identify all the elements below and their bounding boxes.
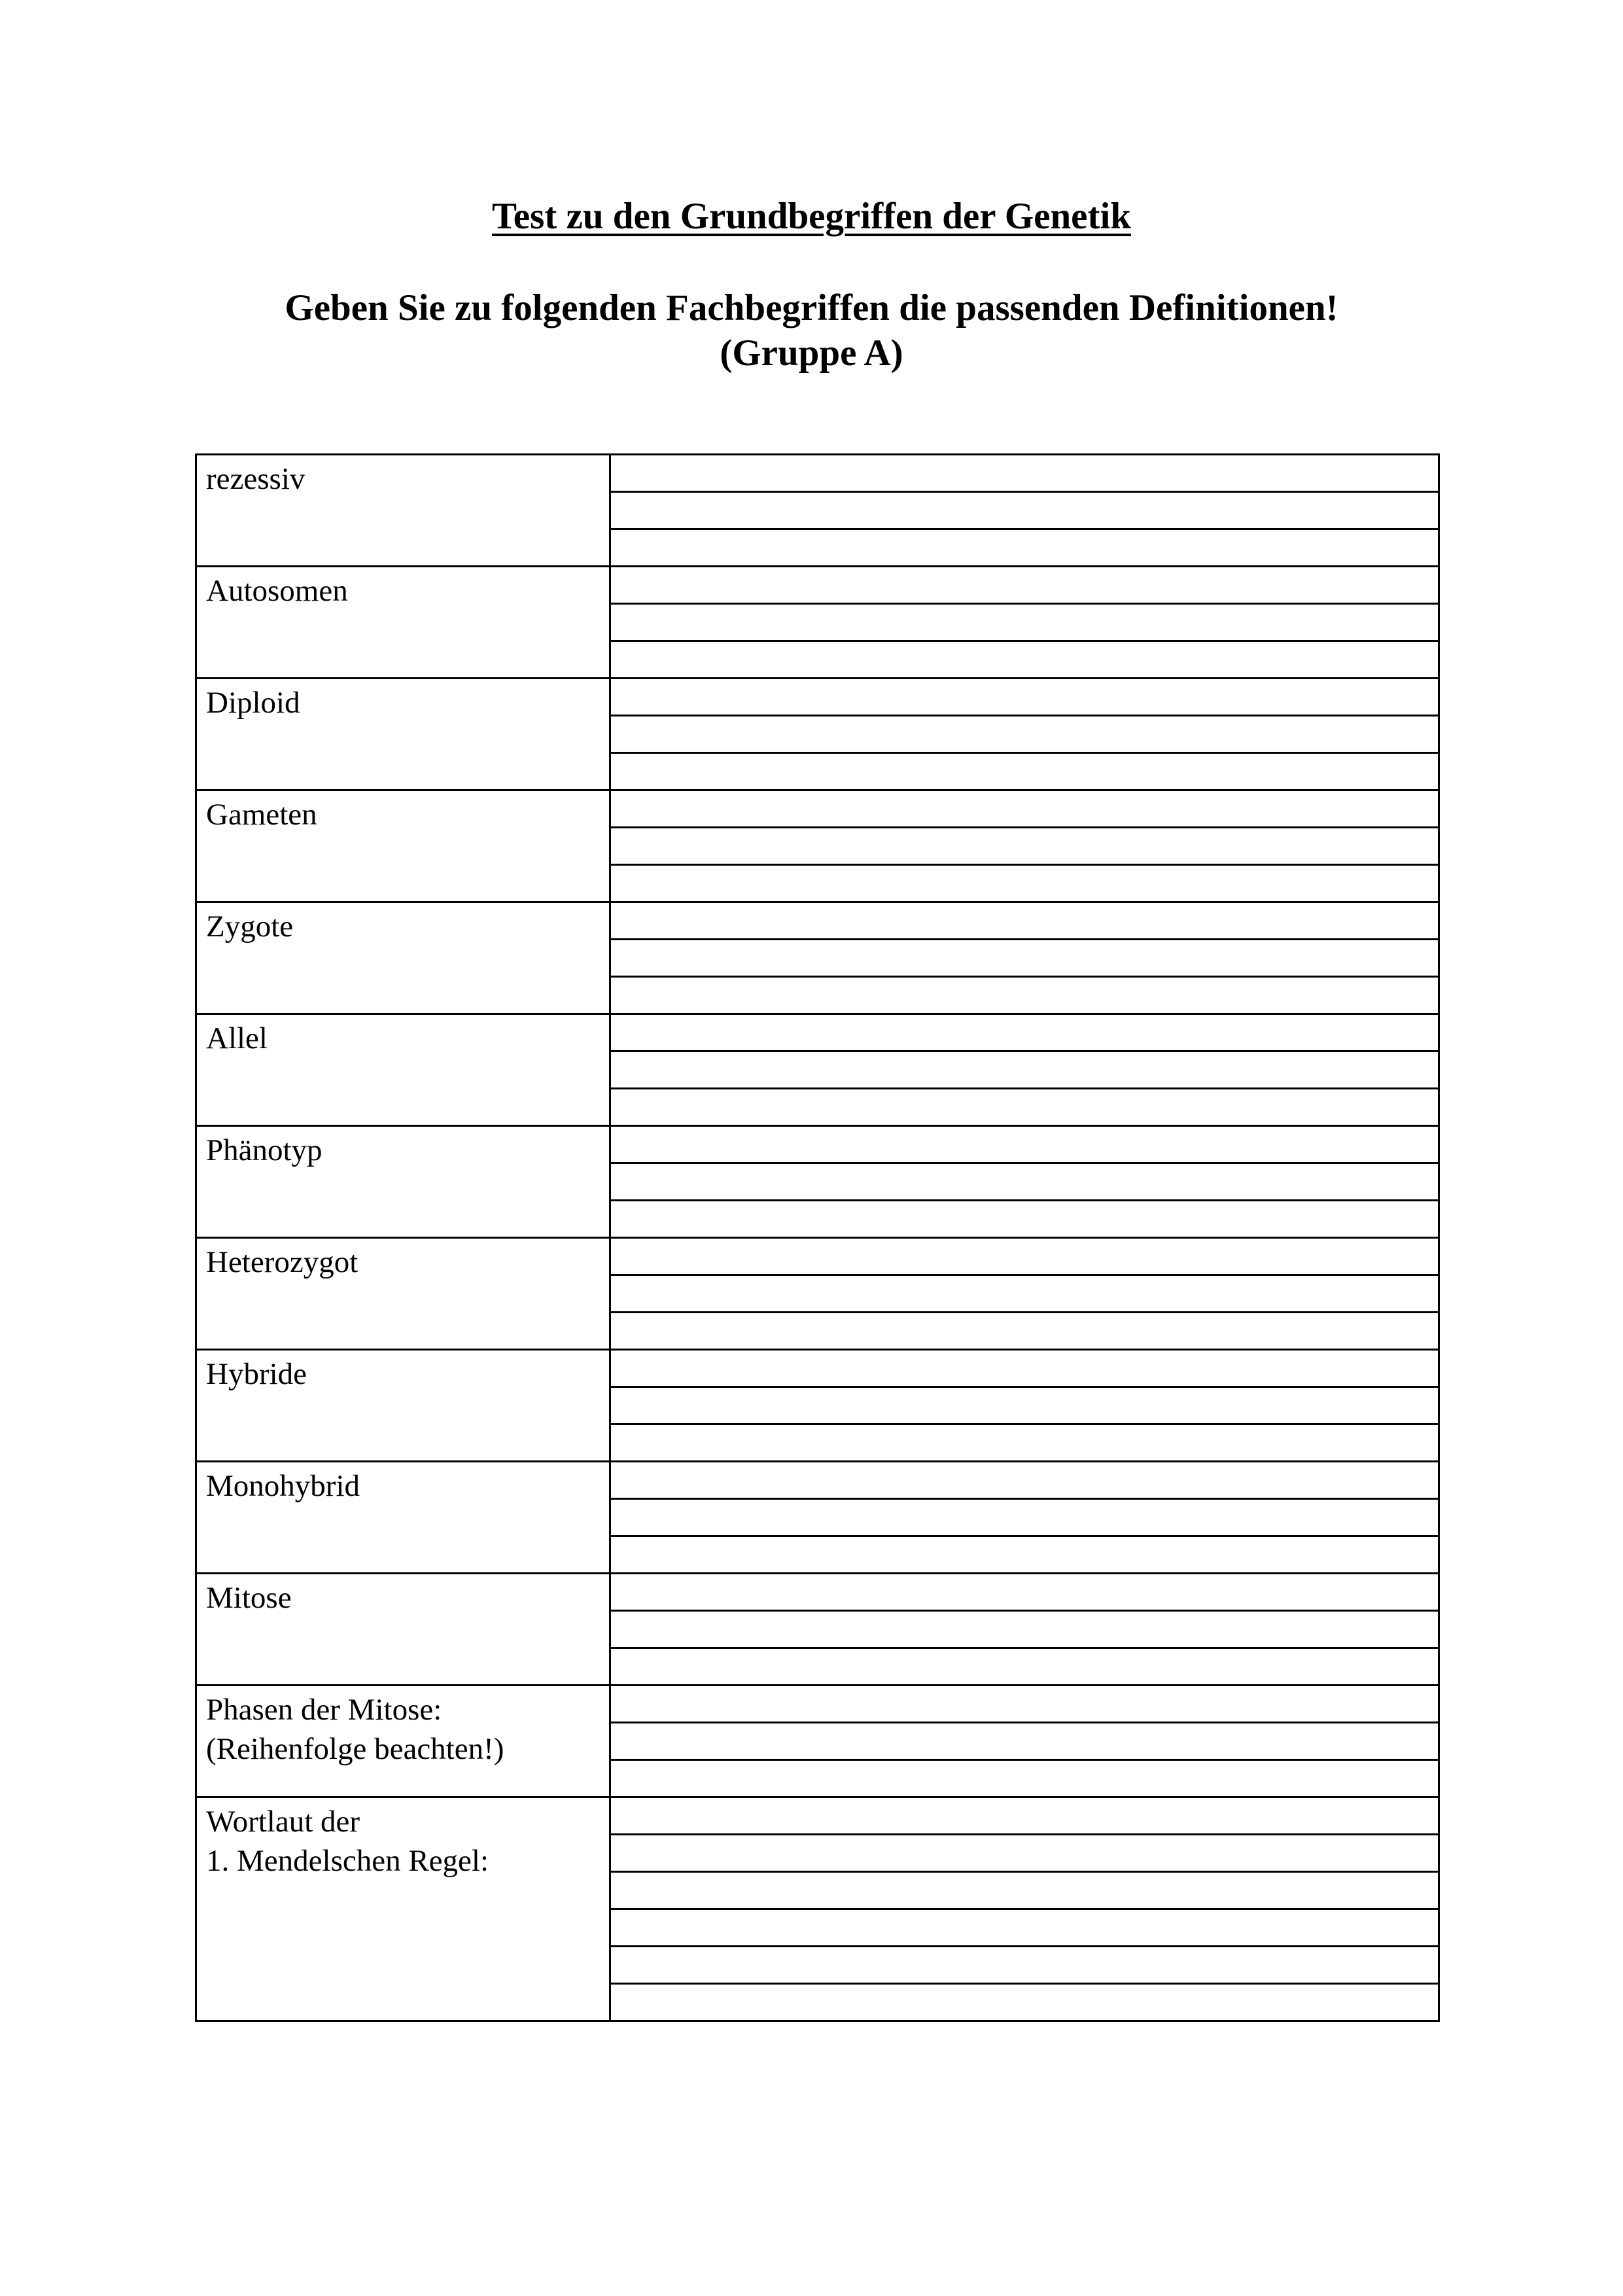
term-cell xyxy=(196,1462,610,1574)
answer-line[interactable] xyxy=(610,1499,1439,1536)
answer-line[interactable] xyxy=(610,1051,1439,1089)
definitions-table xyxy=(195,453,1440,2022)
answer-line[interactable] xyxy=(610,1014,1439,1051)
answer-line[interactable] xyxy=(610,902,1439,940)
term-cell xyxy=(196,1574,610,1686)
answer-line[interactable] xyxy=(610,1275,1439,1313)
worksheet-title-text: Test zu den Grundbegriffen der Genetik xyxy=(492,196,1131,237)
table-row xyxy=(196,1797,1439,1835)
answer-line[interactable] xyxy=(610,1723,1439,1760)
answer-line[interactable] xyxy=(610,1536,1439,1574)
term-cell xyxy=(196,679,610,790)
answer-line[interactable] xyxy=(610,1201,1439,1238)
term-label: Phänotyp xyxy=(206,1133,323,1167)
answer-line[interactable] xyxy=(610,1984,1439,2021)
answer-line[interactable] xyxy=(610,716,1439,753)
answer-line[interactable] xyxy=(610,940,1439,977)
table-row xyxy=(196,1574,1439,1611)
term-cell xyxy=(196,1350,610,1462)
answer-line[interactable] xyxy=(610,1797,1439,1835)
answer-line[interactable] xyxy=(610,1947,1439,1984)
term-label: Monohybrid xyxy=(206,1469,360,1503)
answer-line[interactable] xyxy=(610,1126,1439,1163)
table-row xyxy=(196,790,1439,828)
worksheet-title xyxy=(0,194,1623,239)
term-label: Zygote xyxy=(206,910,294,944)
table-row xyxy=(196,1126,1439,1163)
answer-line[interactable] xyxy=(610,1313,1439,1350)
table-row xyxy=(196,1014,1439,1051)
table-row xyxy=(196,567,1439,604)
term-cell xyxy=(196,902,610,1014)
worksheet-instruction: Geben Sie zu folgenden Fachbegriffen die passenden Definitionen! xyxy=(285,287,1338,328)
answer-line[interactable] xyxy=(610,1611,1439,1648)
term-label: Allel xyxy=(206,1021,268,1055)
answer-line[interactable] xyxy=(610,790,1439,828)
term-label: 1. Mendelschen Regel: xyxy=(206,1844,489,1878)
worksheet-group: (Gruppe A) xyxy=(720,332,903,374)
answer-line[interactable] xyxy=(610,1089,1439,1126)
answer-line[interactable] xyxy=(610,865,1439,902)
term-cell xyxy=(196,1238,610,1350)
term-label: Phasen der Mitose: xyxy=(206,1693,442,1727)
term-label: Gameten xyxy=(206,798,317,832)
term-cell xyxy=(196,455,610,567)
table-row xyxy=(196,1350,1439,1387)
answer-line[interactable] xyxy=(610,1648,1439,1686)
term-cell xyxy=(196,567,610,679)
table-row xyxy=(196,902,1439,940)
answer-line[interactable] xyxy=(610,753,1439,790)
table-row xyxy=(196,1238,1439,1275)
answer-line[interactable] xyxy=(610,529,1439,567)
answer-line[interactable] xyxy=(610,1574,1439,1611)
answer-line[interactable] xyxy=(610,1424,1439,1462)
term-label: Autosomen xyxy=(206,574,348,608)
answer-line[interactable] xyxy=(610,604,1439,641)
answer-line[interactable] xyxy=(610,567,1439,604)
term-label: Hybride xyxy=(206,1357,307,1391)
table-row xyxy=(196,679,1439,716)
answer-line[interactable] xyxy=(610,1872,1439,1909)
answer-line[interactable] xyxy=(610,1909,1439,1947)
answer-line[interactable] xyxy=(610,828,1439,865)
answer-line[interactable] xyxy=(610,641,1439,679)
answer-line[interactable] xyxy=(610,679,1439,716)
term-label: (Reihenfolge beachten!) xyxy=(206,1732,504,1766)
answer-line[interactable] xyxy=(610,1686,1439,1723)
term-cell xyxy=(196,1126,610,1238)
term-cell xyxy=(196,790,610,902)
answer-line[interactable] xyxy=(610,492,1439,529)
term-cell xyxy=(196,1686,610,1797)
term-label: rezessiv xyxy=(206,462,305,496)
term-cell xyxy=(196,1797,610,2021)
term-label: Wortlaut der xyxy=(206,1805,360,1839)
definitions-table-body xyxy=(196,455,1439,2021)
table-row xyxy=(196,1686,1439,1723)
term-label: Heterozygot xyxy=(206,1245,358,1279)
answer-line[interactable] xyxy=(610,1760,1439,1797)
answer-line[interactable] xyxy=(610,1387,1439,1424)
answer-line[interactable] xyxy=(610,977,1439,1014)
term-label: Diploid xyxy=(206,686,300,720)
answer-line[interactable] xyxy=(610,1462,1439,1499)
term-label: Mitose xyxy=(206,1581,292,1615)
answer-line[interactable] xyxy=(610,1238,1439,1275)
term-cell xyxy=(196,1014,610,1126)
answer-line[interactable] xyxy=(610,1835,1439,1872)
answer-line[interactable] xyxy=(610,1350,1439,1387)
table-row xyxy=(196,455,1439,492)
answer-line[interactable] xyxy=(610,1163,1439,1201)
table-row xyxy=(196,1462,1439,1499)
answer-line[interactable] xyxy=(610,455,1439,492)
